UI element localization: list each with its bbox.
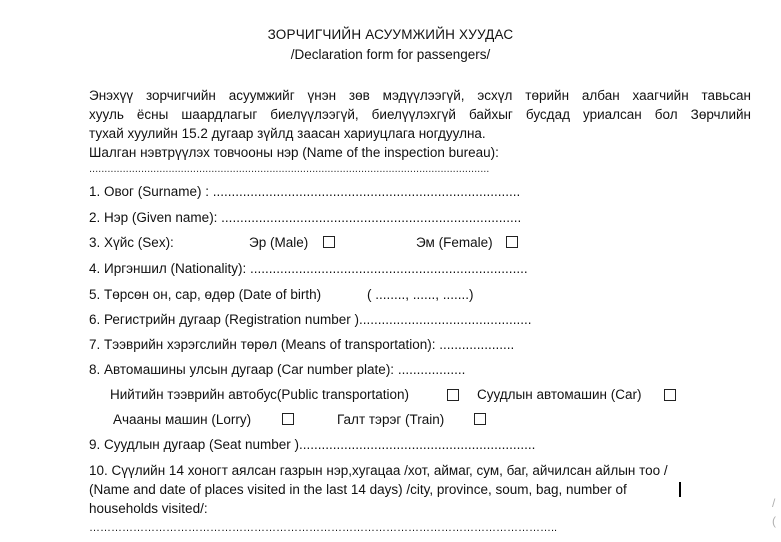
seat-number-field[interactable]: 9. Суудлын дугаар (Seat number )...............................................................	[89, 437, 536, 452]
inspection-bureau-label: Шалган нэвтрүүлэх товчооны нэр (Name of the inspection bureau):	[89, 145, 499, 160]
public-transport-label: Нийтийн тээврийн автобус(Public transportation)	[110, 387, 409, 402]
nationality-field[interactable]: 4. Иргэншил (Nationality): ..........................................................................	[89, 261, 528, 276]
intro-line-3: тухай хуулийн 15.2 дугаар зүйлд заасан хариуцлага ногдуулна.	[89, 126, 486, 141]
given-name-field[interactable]: 2. Нэр (Given name): ................................................................................	[89, 210, 522, 225]
lorry-checkbox[interactable]	[282, 413, 294, 425]
dob-field[interactable]: ( ........, ......, .......)	[367, 287, 474, 302]
car-label: Суудлын автомашин (Car)	[477, 387, 642, 402]
transport-field[interactable]: 7. Тээврийн хэрэгслийн төрөл (Means of transportation): ....................	[89, 337, 515, 352]
places-visited-line-1: 10. Сүүлийн 14 хоногт аялсан газрын нэр,хугацаа /хот, аймаг, сум, баг, айчилсан айлын тоо /	[89, 463, 668, 478]
places-visited-field[interactable]: ………………………………………………………………………………………………………………..	[89, 522, 558, 534]
train-checkbox[interactable]	[474, 413, 486, 425]
car-checkbox[interactable]	[664, 389, 676, 401]
sex-label: 3. Хүйс (Sex):	[89, 235, 174, 250]
text-cursor	[679, 482, 681, 497]
margin-mark-2: (	[772, 514, 776, 528]
inspection-bureau-field[interactable]: ...................................................................................................................................	[89, 163, 490, 175]
train-label: Галт тэрэг (Train)	[337, 412, 445, 427]
female-checkbox[interactable]	[506, 236, 518, 248]
car-plate-field[interactable]: 8. Автомашины улсын дугаар (Car number plate): ..................	[89, 362, 466, 377]
surname-field[interactable]: 1. Овог (Surname) : ..................................................................................	[89, 184, 521, 199]
male-label: Эр (Male)	[249, 235, 309, 250]
margin-mark-1: /	[772, 496, 776, 510]
intro-line-1: Энэхүү зорчигчийн асуумжийг үнэн зөв мэдүүлээгүй, эсхүл төрийн албан хаагчийн тавьсан	[89, 88, 751, 103]
lorry-label: Ачааны машин (Lorry)	[113, 412, 252, 427]
places-visited-line-3: households visited/:	[89, 501, 208, 516]
intro-line-2: хууль ёсны шаардлагыг биелүүлээгүй, биелүүлэхгүй байхыг бусдад уриалсан бол Зөрчлийн	[89, 107, 751, 122]
intro-paragraph	[89, 86, 751, 162]
form-subtitle: /Declaration form for passengers/	[290, 47, 491, 62]
dob-label: 5. Төрсөн он, сар, өдөр (Date of birth)	[89, 287, 322, 302]
female-label: Эм (Female)	[416, 235, 493, 250]
public-transport-checkbox[interactable]	[447, 389, 459, 401]
registration-field[interactable]: 6. Регистрийн дугаар (Registration number )..............................................	[89, 312, 532, 327]
male-checkbox[interactable]	[323, 236, 335, 248]
form-title: ЗОРЧИГЧИЙН АСУУМЖИЙН ХУУДАС	[267, 27, 514, 42]
places-visited-line-2: (Name and date of places visited in the last 14 days) /city, province, soum, bag, number of	[89, 482, 627, 497]
